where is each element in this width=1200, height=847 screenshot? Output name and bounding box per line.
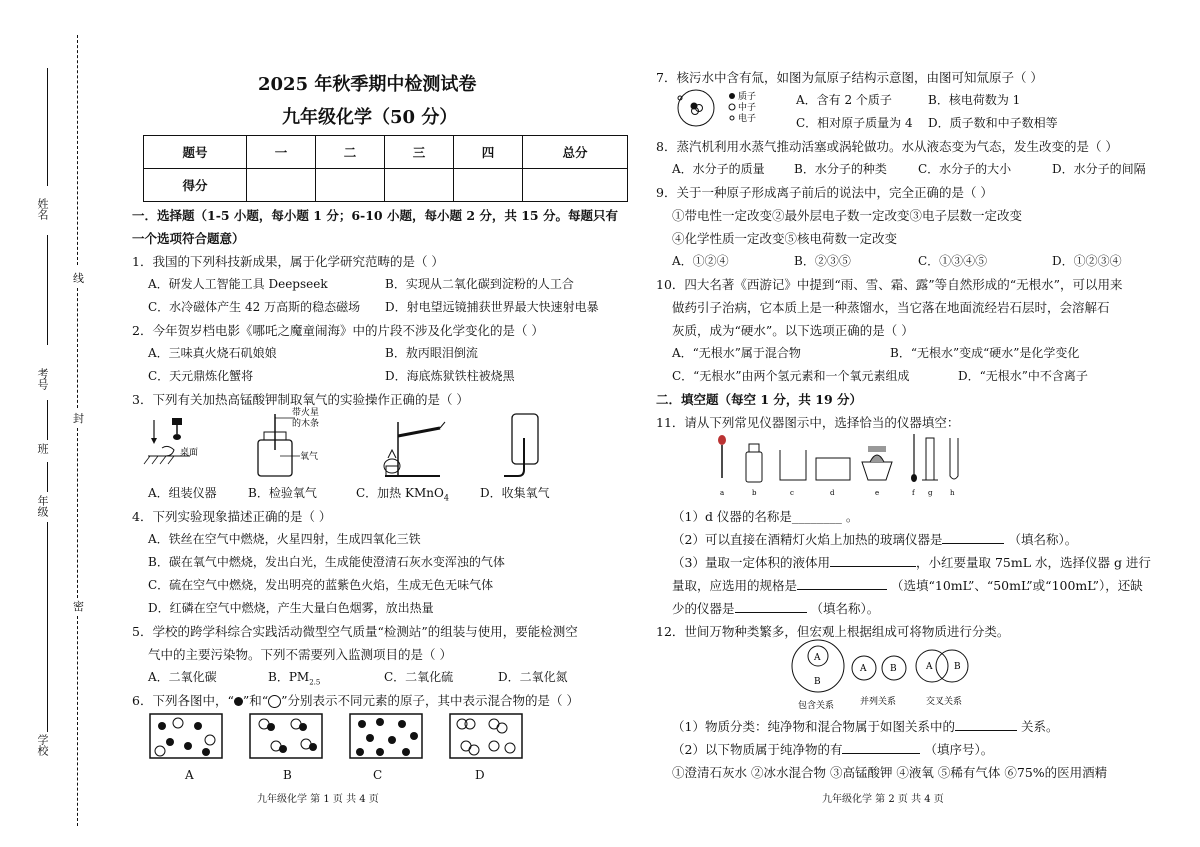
q8-option-d: D．水分子的间隔 bbox=[1052, 162, 1146, 176]
q6-box-a bbox=[150, 714, 222, 758]
q11-test-tube bbox=[950, 438, 958, 479]
q11-graduated-cylinder bbox=[922, 438, 938, 480]
q11-part3-blank1[interactable] bbox=[830, 554, 916, 567]
q11-stem: 11．请从下列常见仪器图示中，选择恰当的仪器填空： bbox=[656, 415, 960, 430]
q3-figure-a bbox=[144, 418, 198, 464]
q3-figure-b bbox=[258, 406, 319, 476]
name-label: 姓名 bbox=[36, 198, 49, 220]
score-header-cell: 总分 bbox=[523, 136, 628, 169]
q2-option-b: B．敖丙眼泪倒流 bbox=[385, 346, 478, 360]
q11-label-e: e bbox=[875, 489, 880, 497]
q9-option-a: A．①②④ bbox=[672, 254, 729, 268]
class-blank-line bbox=[47, 400, 48, 440]
q5-stem-line1: 5．学校的跨学科综合实践活动微型空气质量“检测站”的组装与使用，要能检测空 bbox=[132, 624, 578, 639]
q11-instruments-figure bbox=[710, 432, 970, 498]
exam-subtitle: 九年级化学（50 分） bbox=[282, 107, 458, 128]
q1-option-a: A．研发人工智能工具 Deepseek bbox=[148, 277, 328, 291]
q1-option-c: C．水冷磁体产生 42 万高斯的稳态磁场 bbox=[148, 300, 361, 314]
score-cell[interactable] bbox=[385, 169, 454, 202]
q8-option-a: A．水分子的质量 bbox=[672, 162, 765, 176]
q11-part2: （2）可以直接在酒精灯火焰上加热的玻璃仪器是 （填名称）。 bbox=[672, 532, 1078, 547]
q12-par-a: A bbox=[860, 664, 867, 674]
q3-fig-oxygen-label: 氧气 bbox=[300, 452, 319, 462]
q4-option-d: D．红磷在空气中燃烧，产生大量白色烟雾，放出热量 bbox=[148, 601, 434, 615]
footer-left: 九年级化学 第 1 页 共 4 页 bbox=[257, 794, 379, 805]
q7-legend-neutron: 中子 bbox=[738, 103, 757, 113]
q3-option-d: D．收集氧气 bbox=[480, 486, 550, 500]
q11-spoon bbox=[911, 434, 917, 482]
q2-option-c: C．天元鼎炼化蟹将 bbox=[148, 369, 254, 383]
q12-part1: （1）物质分类：纯净物和混合物属于如图关系中的 关系。 bbox=[672, 719, 1059, 734]
q5-option-d: D．二氧化氮 bbox=[498, 670, 568, 684]
q11-dropper bbox=[718, 435, 726, 478]
class-label: 班 bbox=[36, 443, 49, 454]
q12-par-b: B bbox=[890, 664, 897, 674]
q11-beaker bbox=[780, 450, 806, 480]
q7-option-d: D．质子数和中子数相等 bbox=[928, 116, 1058, 130]
q7-option-a: A．含有 2 个质子 bbox=[796, 93, 892, 107]
seal-line-top bbox=[77, 35, 78, 265]
q11-part3-line1: （3）量取一定体积的液体用 ，小红要量取 75mL 水，选择仪器 g 进行 bbox=[672, 555, 1151, 570]
q6-label-d: D bbox=[475, 768, 485, 782]
q12-caption-inclusion: 包含关系 bbox=[798, 701, 835, 711]
score-cell[interactable] bbox=[316, 169, 385, 202]
score-cell[interactable] bbox=[523, 169, 628, 202]
q12-parallel-diagram bbox=[852, 656, 906, 680]
q11-part3-line2: 量取，应选用的规格是 （选填“10mL”、“50mL”或“100mL”），还缺 bbox=[672, 578, 1143, 593]
q5-option-b: B．$PM_{2.5}$ bbox=[268, 670, 321, 687]
q3-figure-d bbox=[504, 414, 538, 476]
q11-part3-blank3[interactable] bbox=[735, 600, 807, 613]
q7-legend-electron: 电子 bbox=[738, 114, 757, 124]
score-cell[interactable] bbox=[454, 169, 523, 202]
q12-intersect-diagram bbox=[916, 650, 968, 682]
score-row-label: 得分 bbox=[144, 169, 247, 202]
q9-statements-line1: ①带电性一定改变②最外层电子数一定改变③电子层数一定改变 bbox=[672, 208, 1023, 223]
q10-stem-line2: 做药引子治病，它本质上是一种蒸馏水，当它落在地面流经岩石层时，会溶解石 bbox=[672, 300, 1110, 315]
q12-stem: 12．世间万物种类繁多，但宏观上根据组成可将物质进行分类。 bbox=[656, 624, 1010, 639]
q11-label-a: a bbox=[720, 489, 725, 497]
q12-part1-blank[interactable] bbox=[955, 718, 1017, 731]
q11-part3-blank2[interactable] bbox=[797, 577, 887, 590]
score-header-cell: 题号 bbox=[144, 136, 247, 169]
q3-fig-table-label: 桌面 bbox=[180, 448, 199, 458]
q9-option-c: C．①③④⑤ bbox=[918, 254, 988, 268]
q5-option-c: C．二氧化硫 bbox=[384, 670, 454, 684]
q3-option-a: A．组装仪器 bbox=[148, 486, 217, 500]
q3-option-c: C．加热 KMnO$_4$ bbox=[356, 486, 449, 503]
line-label: 线 bbox=[73, 272, 84, 285]
q7-atom-diagram bbox=[672, 88, 790, 128]
score-header-cell: 二 bbox=[316, 136, 385, 169]
q11-label-c: c bbox=[790, 489, 794, 497]
q10-option-a: A．“无根水”属于混合物 bbox=[672, 346, 801, 360]
q8-option-b: B．水分子的种类 bbox=[794, 162, 887, 176]
exam-title: 2025 年秋季期中检测试卷 bbox=[258, 74, 477, 95]
exam-no-blank-line bbox=[47, 235, 48, 345]
q4-option-a: A．铁丝在空气中燃烧，火星四射，生成四氧化三铁 bbox=[148, 532, 421, 546]
q12-caption-intersect: 交叉关系 bbox=[926, 697, 963, 707]
q8-option-c: C．水分子的大小 bbox=[918, 162, 1012, 176]
school-label: 学校 bbox=[36, 734, 49, 756]
q11-reagent-bottle bbox=[746, 444, 762, 482]
q7-option-b: B．核电荷数为 1 bbox=[928, 93, 1021, 107]
q11-label-h: h bbox=[950, 489, 955, 497]
score-cell[interactable] bbox=[247, 169, 316, 202]
grade-label: 年级 bbox=[36, 495, 49, 517]
q5-stem-line2: 气中的主要污染物。下列不需要列入监测项目的是（ ） bbox=[148, 647, 452, 662]
q11-label-f: f bbox=[912, 489, 915, 497]
q12-part2: （2）以下物质属于纯净物的有 （填序号）。 bbox=[672, 742, 994, 757]
q12-incl-a: A bbox=[814, 653, 821, 663]
exam-no-label: 考号 bbox=[36, 368, 49, 390]
q12-incl-b: B bbox=[814, 677, 821, 687]
q9-option-b: B．②③⑤ bbox=[794, 254, 851, 268]
q1-stem: 1．我国的下列科技新成果，属于化学研究范畴的是（ ） bbox=[132, 254, 444, 269]
q6-label-c: C bbox=[373, 768, 383, 782]
section2-heading: 二．填空题（每空 1 分，共 19 分） bbox=[656, 392, 863, 407]
q12-relation-diagram bbox=[790, 640, 990, 710]
q9-statements-line2: ④化学性质一定改变⑤核电荷数一定改变 bbox=[672, 231, 898, 246]
seal-line-lower bbox=[77, 428, 78, 598]
q11-label-g: g bbox=[928, 489, 933, 497]
q6-box-c bbox=[350, 714, 422, 758]
footer-right: 九年级化学 第 2 页 共 4 页 bbox=[822, 794, 944, 805]
q11-glass-slide bbox=[816, 458, 850, 480]
q2-stem: 2．今年贺岁档电影《哪吒之魔童闹海》中的片段不涉及化学变化的是（ ） bbox=[132, 323, 544, 338]
seal-label: 封 bbox=[73, 412, 84, 425]
q11-part3-line3: 少的仪器是 （填名称）。 bbox=[672, 601, 880, 616]
q1-option-b: B．实现从二氧化碳到淀粉的人工合 bbox=[385, 277, 574, 291]
score-header-cell: 三 bbox=[385, 136, 454, 169]
section1-heading: 一．选择题（1-5 小题，每小题 1 分；6-10 小题，每小题 2 分，共 15 分。每题只有 bbox=[132, 208, 618, 223]
q6-label-a: A bbox=[185, 768, 194, 782]
q9-option-d: D．①②③④ bbox=[1052, 254, 1122, 268]
hollow-atom-icon bbox=[268, 695, 281, 708]
q10-option-d: D．“无根水”中不含离子 bbox=[958, 369, 1088, 383]
q3-fig-splint-label2: 的木条 bbox=[292, 419, 320, 429]
q4-option-c: C．硫在空气中燃烧，发出明亮的蓝紫色火焰，生成无色无味气体 bbox=[148, 578, 494, 592]
grade-blank-line bbox=[47, 522, 48, 732]
q12-part2-blank[interactable] bbox=[842, 741, 920, 754]
name-blank-line bbox=[47, 68, 48, 186]
q12-caption-parallel: 并列关系 bbox=[860, 697, 897, 707]
q7-stem: 7．核污水中含有氚，如图为氚原子结构示意图，由图可知氚原子（ ） bbox=[656, 70, 1043, 85]
q9-stem: 9．关于一种原子形成离子前后的说法中，完全正确的是（ ） bbox=[656, 185, 993, 200]
score-table-score-row bbox=[144, 169, 628, 202]
q3-option-b: B．检验氧气 bbox=[248, 486, 317, 500]
q11-part2-blank[interactable] bbox=[942, 531, 1004, 544]
q10-stem-line1: 10．四大名著《西游记》中提到“雨、雪、霜、露”等自然形成的“无根水”，可以用来 bbox=[656, 277, 1123, 292]
q7-option-c: C．相对原子质量为 4 bbox=[796, 116, 913, 130]
q11-evaporating-dish-setup bbox=[862, 446, 892, 480]
q3-figure-c bbox=[384, 422, 445, 476]
q10-option-b: B．“无根水”变成“硬水”是化学变化 bbox=[890, 346, 1080, 360]
q6-stem: 6．下列各图中，“ ”和“ ”分别表示不同元素的原子，其中表示混合物的是（ ） bbox=[132, 693, 579, 708]
score-header-cell: 四 bbox=[454, 136, 523, 169]
q10-stem-line3: 灰质，成为“硬水”。以下选项正确的是（ ） bbox=[672, 323, 914, 338]
q1-option-d: D．射电望远镜捕获世界最大快速射电暴 bbox=[385, 300, 599, 314]
q6-particle-figures bbox=[148, 712, 528, 760]
score-table-header-row bbox=[144, 136, 628, 169]
grade-blank-line-top bbox=[47, 462, 48, 492]
q12-int-a: A bbox=[926, 662, 933, 672]
section1-heading-cont: 一个选项符合题意） bbox=[132, 231, 245, 246]
q2-option-d: D．海底炼狱铁柱被烧黑 bbox=[385, 369, 515, 383]
q5-option-a: A．二氧化碳 bbox=[148, 670, 217, 684]
secret-label: 密 bbox=[73, 600, 84, 613]
score-table bbox=[143, 135, 628, 202]
q11-part1: （1）d 仪器的名称是________ 。 bbox=[672, 509, 859, 524]
solid-atom-icon bbox=[234, 697, 243, 706]
q4-stem: 4．下列实验现象描述正确的是（ ） bbox=[132, 509, 332, 524]
score-header-cell: 一 bbox=[247, 136, 316, 169]
q6-label-b: B bbox=[283, 768, 292, 782]
q3-stem: 3．下列有关加热高锰酸钾制取氧气的实验操作正确的是（ ） bbox=[132, 392, 469, 407]
q2-option-a: A．三味真火烧石矶娘娘 bbox=[148, 346, 277, 360]
q7-legend-proton: 质子 bbox=[738, 92, 757, 102]
q10-option-c: C．“无根水”由两个氢元素和一个氧元素组成 bbox=[672, 369, 910, 383]
q3-apparatus-figure bbox=[140, 408, 610, 483]
q6-box-d bbox=[450, 714, 522, 758]
q12-int-b: B bbox=[954, 662, 961, 672]
q12-items: ①澄清石灰水 ②冰水混合物 ③高锰酸钾 ④液氧 ⑤稀有气体 ⑥75%的医用酒精 bbox=[672, 765, 1108, 780]
q8-stem: 8．蒸汽机利用水蒸气推动活塞或涡轮做功。水从液态变为气态，发生改变的是（ ） bbox=[656, 139, 1118, 154]
q6-box-b bbox=[250, 714, 322, 758]
q4-option-b: B．碳在氧气中燃烧，发出白光，生成能使澄清石灰水变浑浊的气体 bbox=[148, 555, 505, 569]
q3-fig-splint-label1: 带火星 bbox=[292, 408, 320, 418]
seal-line-bottom bbox=[77, 616, 78, 826]
seal-line-mid bbox=[77, 288, 78, 408]
q11-label-b: b bbox=[752, 489, 757, 497]
q12-inclusion-diagram bbox=[792, 640, 844, 692]
q11-label-d: d bbox=[830, 489, 835, 497]
